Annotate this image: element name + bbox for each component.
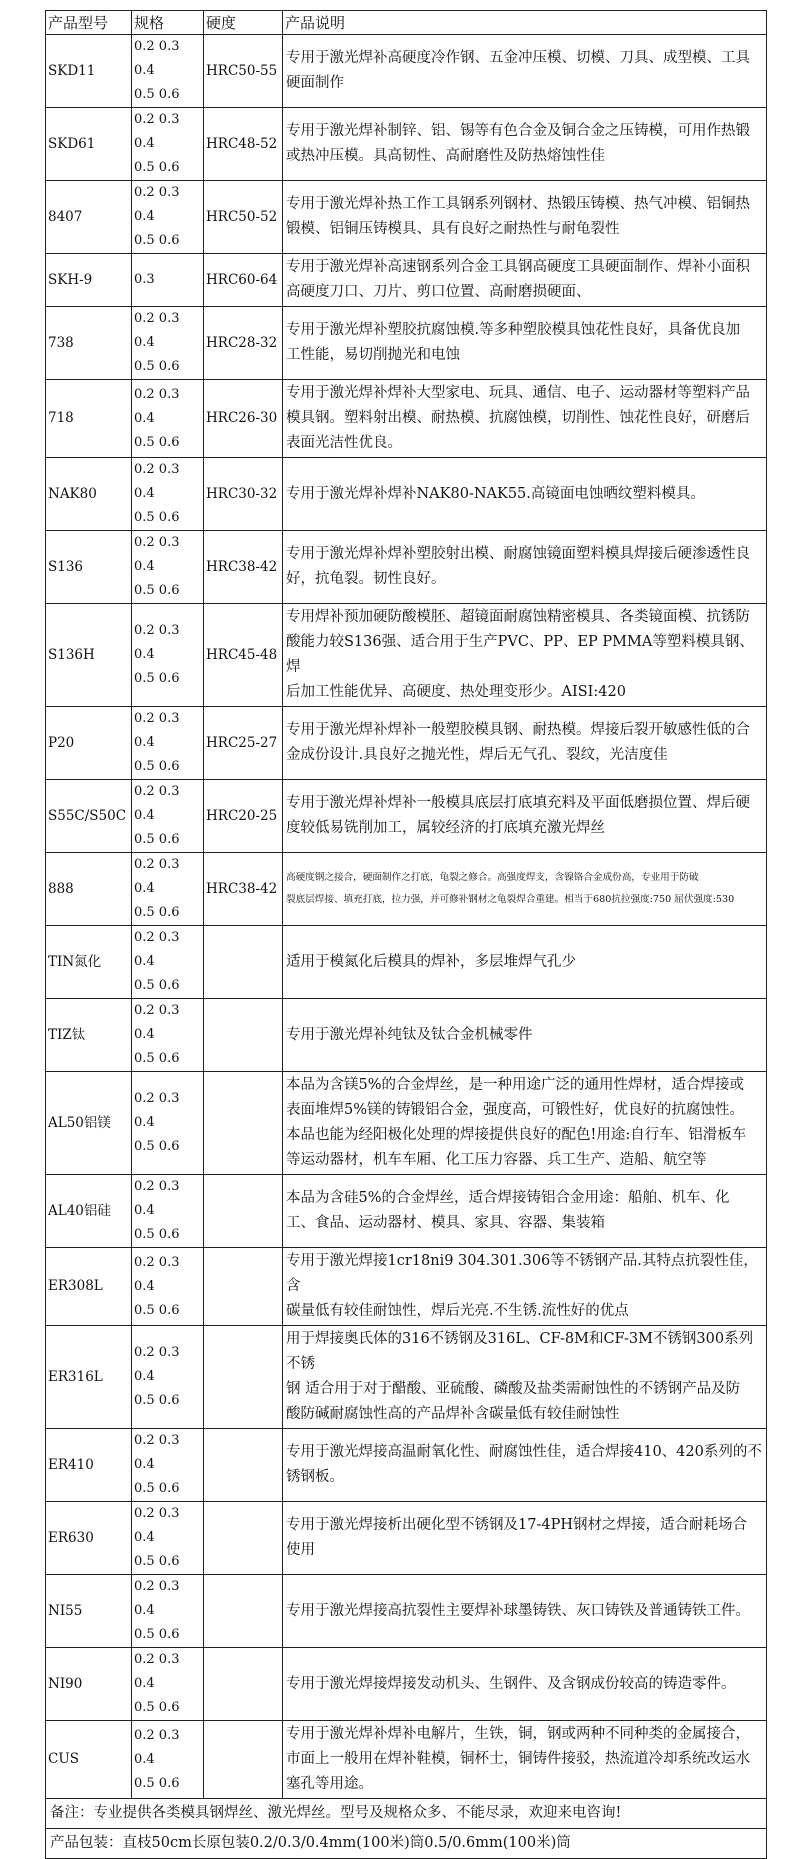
spec-cell (132, 780, 204, 853)
description-line: 专用于激光焊补高速钢系列合金工具钢高硬度工具硬面制作、焊补小面积 (286, 259, 750, 275)
model-cell: AL50铝镁 (46, 1072, 132, 1175)
description-cell (283, 780, 767, 853)
hardness-cell: HRC45-48 (204, 604, 283, 707)
spec-line: 0.5 0.6 (134, 978, 180, 993)
description-line: 酸能力较S136强、适合用于生产PVC、PP、EP PMMA等塑料模具钢、焊 (286, 634, 754, 675)
model-cell: S55C/S50C (46, 780, 132, 853)
spec-line: 0.5 0.6 (134, 1627, 180, 1642)
spec-cell (132, 1175, 204, 1248)
spec-line: 0.2 0.3 0.4 (134, 623, 180, 662)
model-cell: 738 (46, 307, 132, 380)
model-cell: S136H (46, 604, 132, 707)
spec-line: 0.2 0.3 0.4 (134, 535, 180, 574)
spec-line: 0.2 0.3 0.4 (134, 112, 180, 151)
description-line: 专用于激光焊接焊接发动机头、生钢件、及含钢成份较高的铸造零件。 (286, 1675, 736, 1692)
spec-line: 0.5 0.6 (134, 233, 180, 248)
description-cell (283, 181, 767, 254)
model-cell: SKD61 (46, 108, 132, 181)
spec-cell (132, 707, 204, 780)
table-row (46, 254, 767, 307)
note-text: 备注：专业提供各类模具钢焊丝、激光焊丝。型号及规格众多、不能尽录，欢迎来电咨询! (46, 1799, 767, 1829)
spec-line: 0.5 0.6 (134, 1481, 180, 1496)
spec-line: 0.5 0.6 (134, 671, 180, 686)
packaging-row (46, 1829, 767, 1859)
spec-line: 0.5 0.6 (134, 1700, 180, 1715)
description-line: 专用于激光焊补塑胶抗腐蚀模.等多种塑胶模具蚀花性良好，具备优良加 (286, 322, 741, 338)
hardness-cell: HRC50-55 (204, 35, 283, 108)
spec-line: 0.5 0.6 (134, 583, 180, 598)
model-cell: NI90 (46, 1648, 132, 1721)
spec-line: 0.2 0.3 0.4 (134, 784, 180, 823)
description-cell (283, 1429, 767, 1502)
table-row (46, 604, 767, 707)
header-spec: 规格 (132, 11, 204, 35)
table-row (46, 1072, 767, 1175)
description-cell (283, 1575, 767, 1648)
model-cell: TIZ钛 (46, 999, 132, 1072)
model-cell: CUS (46, 1721, 132, 1799)
spec-cell (132, 926, 204, 999)
description-cell (283, 1248, 767, 1326)
packaging-text: 产品包装：直枝50cm长原包装0.2/0.3/0.4mm(100米)筒0.5/0.6mm(100米)筒 (46, 1829, 767, 1859)
table-row (46, 108, 767, 181)
spec-cell (132, 531, 204, 604)
table-row (46, 380, 767, 458)
table-row (46, 1248, 767, 1326)
spec-line: 0.2 0.3 0.4 (134, 1345, 180, 1384)
description-line: 用于焊接奥氏体的316不锈钢及316L、CF-8M和CF-3M不锈钢300系列不锈 (286, 1331, 754, 1372)
hardness-cell: HRC50-52 (204, 181, 283, 254)
spec-cell (132, 1429, 204, 1502)
model-cell: ER308L (46, 1248, 132, 1326)
spec-cell (132, 604, 204, 707)
model-cell: SKH-9 (46, 254, 132, 307)
model-cell: TIN氮化 (46, 926, 132, 999)
spec-line: 0.2 0.3 0.4 (134, 311, 180, 350)
table-row (46, 1648, 767, 1721)
spec-line: 0.5 0.6 (134, 1775, 180, 1791)
spec-cell (132, 853, 204, 926)
description-line: 本品为含镁5%的合金焊丝，是一种用途广泛的通用性焊材，适合焊接或 (286, 1077, 745, 1093)
table-row (46, 780, 767, 853)
description-cell (283, 307, 767, 380)
model-cell: ER316L (46, 1326, 132, 1429)
spec-line: 0.2 0.3 0.4 (134, 185, 180, 224)
hardness-cell: HRC60-64 (204, 254, 283, 307)
hardness-cell: HRC26-30 (204, 380, 283, 458)
spec-cell (132, 35, 204, 108)
hardness-cell (204, 1502, 283, 1575)
description-line: 专用于激光焊补制锌、铝、锡等有色合金及铜合金之压铸模，可用作热锻 (286, 123, 750, 139)
spec-line: 0.5 0.6 (134, 1554, 180, 1569)
hardness-cell (204, 1072, 283, 1175)
description-line: 工、食品、运动器材、模具、家具、容器、集装箱 (286, 1215, 605, 1231)
description-cell (283, 531, 767, 604)
table-row (46, 926, 767, 999)
hardness-cell (204, 926, 283, 999)
description-line: 专用于激光焊接析出硬化型不锈钢及17-4PH钢材之焊接，适合耐耗场合 (286, 1517, 747, 1533)
table-row (46, 181, 767, 254)
description-line: 专用于激光焊补焊补NAK80-NAK55.高镜面电蚀晒纹塑料模具。 (286, 485, 705, 502)
hardness-cell: HRC25-27 (204, 707, 283, 780)
model-cell: ER410 (46, 1429, 132, 1502)
spec-cell (132, 380, 204, 458)
description-line: 专用焊补预加硬防酸模胚、超镜面耐腐蚀精密模具、各类镜面模、抗锈防 (286, 609, 750, 625)
hardness-cell: HRC28-32 (204, 307, 283, 380)
spec-line: 0.2 0.3 0.4 (134, 1179, 180, 1218)
description-line: 适用于模氮化后模具的焊补，多层堆焊气孔少 (286, 953, 576, 970)
spec-line: 0.5 0.6 (134, 1139, 180, 1154)
table-row (46, 1326, 767, 1429)
spec-cell (132, 181, 204, 254)
spec-line: 0.5 0.6 (134, 905, 180, 920)
spec-cell (132, 1648, 204, 1721)
description-cell (283, 853, 767, 926)
spec-line: 0.5 0.6 (134, 510, 180, 525)
table-row (46, 1502, 767, 1575)
description-cell (283, 604, 767, 707)
spec-cell (132, 458, 204, 531)
description-cell (283, 1721, 767, 1799)
description-cell (283, 35, 767, 108)
model-cell: AL40铝硅 (46, 1175, 132, 1248)
hardness-cell: HRC48-52 (204, 108, 283, 181)
hardness-cell (204, 999, 283, 1072)
description-line: 专用于激光焊补焊补电解片，生铁，铜，钢或两种不同种类的金属接合， (286, 1726, 750, 1742)
spec-line: 0.2 0.3 0.4 (134, 711, 180, 750)
description-line: 市面上一般用在焊补鞋模，铜杯士，铜铸件接驳，热流道冷却系统改运水 (286, 1751, 750, 1767)
description-cell (283, 1072, 767, 1175)
table-row (46, 853, 767, 926)
table-row (46, 707, 767, 780)
description-line: 专用于激光焊补热工作工具钢系列钢材、热锻压铸模、热气冲模、铝铜热 (286, 196, 750, 212)
model-cell: 718 (46, 380, 132, 458)
description-line: 工性能，易切削抛光和电蚀 (286, 347, 460, 363)
spec-line: 0.2 0.3 0.4 (134, 1254, 180, 1294)
description-line: 专用于激光焊补焊补一般塑胶模具钢、耐热模。焊接后裂开敏感性低的合 (286, 722, 750, 738)
description-line: 金成份设计.具良好之抛光性，焊后无气孔、裂纹，光洁度佳 (286, 747, 668, 763)
description-line: 本品也能为经阳极化处理的焊接提供良好的配色!用途:自行车、铝滑板车 (286, 1127, 747, 1143)
spec-line: 0.5 0.6 (134, 87, 180, 102)
hardness-cell: HRC38-42 (204, 531, 283, 604)
spec-line: 0.2 0.3 0.4 (134, 1091, 180, 1130)
table-header-row (46, 11, 767, 35)
model-cell: P20 (46, 707, 132, 780)
spec-line: 0.5 0.6 (134, 1393, 180, 1408)
description-line: 模具钢。塑料射出模、耐热模、抗腐蚀模，切削性、蚀花性良好，研磨后 (286, 410, 750, 426)
description-cell (283, 999, 767, 1072)
spec-cell (132, 1326, 204, 1429)
spec-line: 0.2 0.3 0.4 (134, 462, 180, 501)
hardness-cell (204, 1429, 283, 1502)
description-line: 高硬度钢之接合，硬面制作之打底，龟裂之修合。高强度焊支，含镍铬合金成份高，专业用于防破 (286, 872, 699, 883)
description-line: 后加工性能优异、高硬度、热处理变形少。AISI:420 (286, 684, 626, 700)
table-row (46, 35, 767, 108)
header-model: 产品型号 (46, 11, 132, 35)
spec-line: 0.5 0.6 (134, 359, 180, 374)
description-line: 或热冲压模。具高韧性、高耐磨性及防热熔蚀性佳 (286, 148, 605, 164)
table-row (46, 1575, 767, 1648)
table-row (46, 531, 767, 604)
description-line: 锻模、铝铜压铸模具、具有良好之耐热性与耐龟裂性 (286, 221, 620, 237)
model-cell: NAK80 (46, 458, 132, 531)
spec-line: 0.2 0.3 0.4 (134, 39, 180, 78)
spec-line: 0.2 0.3 0.4 (134, 1652, 180, 1691)
spec-line: 0.3 (134, 272, 155, 287)
spec-line: 0.2 0.3 0.4 (134, 1506, 180, 1545)
description-cell (283, 254, 767, 307)
description-line: 碳量低有较佳耐蚀性，焊后光亮.不生锈.流性好的优点 (286, 1303, 629, 1319)
description-line: 钢 适合用于对于醋酸、亚硫酸、磷酸及盐类需耐蚀性的不锈钢产品及防 (286, 1381, 741, 1397)
description-line: 表面光洁性优良。 (286, 435, 402, 451)
spec-line: 0.5 0.6 (134, 1302, 180, 1318)
model-cell: S136 (46, 531, 132, 604)
hardness-cell: HRC20-25 (204, 780, 283, 853)
description-line: 专用于激光焊接高抗裂性主要焊补球墨铸铁、灰口铸铁及普通铸铁工件。 (286, 1602, 750, 1619)
header-desc: 产品说明 (283, 11, 767, 35)
hardness-cell (204, 1175, 283, 1248)
spec-line: 0.5 0.6 (134, 1227, 180, 1242)
description-cell (283, 926, 767, 999)
table-row (46, 999, 767, 1072)
description-line: 本品为含硅5%的合金焊丝，适合焊接铸铝合金用途：船舶、机车、化 (286, 1190, 730, 1206)
description-line: 专用于激光焊接1cr18ni9 304.301.306等不锈钢产品.其特点抗裂性佳，含 (286, 1253, 758, 1294)
spec-cell (132, 254, 204, 307)
spec-cell (132, 1072, 204, 1175)
description-cell (283, 108, 767, 181)
model-cell: ER630 (46, 1502, 132, 1575)
description-line: 酸防碱耐腐蚀性高的产品焊补含碳量低有较佳耐蚀性 (286, 1406, 620, 1422)
table-row (46, 307, 767, 380)
table-row (46, 458, 767, 531)
spec-cell (132, 1575, 204, 1648)
spec-line: 0.2 0.3 0.4 (134, 857, 180, 896)
description-line: 专用于激光焊接高温耐氧化性、耐腐蚀性佳，适合焊接410、420系列的不 (286, 1444, 762, 1460)
hardness-cell (204, 1326, 283, 1429)
spec-line: 0.2 0.3 0.4 (134, 1727, 180, 1767)
spec-line: 0.5 0.6 (134, 160, 180, 175)
hardness-cell (204, 1575, 283, 1648)
spec-cell (132, 1248, 204, 1326)
model-cell: SKD11 (46, 35, 132, 108)
table-row (46, 1429, 767, 1502)
description-line: 专用于激光焊补焊补大型家电、玩具、通信、电子、运动器材等塑料产品 (286, 385, 750, 401)
spec-cell (132, 307, 204, 380)
spec-line: 0.5 0.6 (134, 832, 180, 847)
description-cell (283, 380, 767, 458)
spec-line: 0.2 0.3 0.4 (134, 1003, 180, 1042)
hardness-cell: HRC30-32 (204, 458, 283, 531)
hardness-cell (204, 1248, 283, 1326)
header-hardness: 硬度 (204, 11, 283, 35)
description-cell (283, 1502, 767, 1575)
spec-line: 0.2 0.3 0.4 (134, 1579, 180, 1618)
spec-line: 0.5 0.6 (134, 1051, 180, 1066)
model-cell: NI55 (46, 1575, 132, 1648)
description-line: 专用于激光焊补纯钛及钛合金机械零件 (286, 1026, 533, 1043)
description-line: 裂底层焊接、填充打底，拉力强，并可修补钢材之龟裂焊合重建。相当于680抗拉强度:750 屈伏强度:530 (286, 894, 735, 905)
model-cell: 888 (46, 853, 132, 926)
spec-line: 0.2 0.3 0.4 (134, 1433, 180, 1472)
spec-cell (132, 999, 204, 1072)
spec-line: 0.5 0.6 (134, 759, 180, 774)
product-spec-table (45, 10, 767, 1859)
description-line: 塞孔等用途。 (286, 1776, 373, 1792)
description-line: 硬面制作 (286, 75, 344, 91)
spec-line: 0.5 0.6 (134, 434, 180, 450)
hardness-cell (204, 1648, 283, 1721)
spec-cell (132, 108, 204, 181)
description-line: 表面堆焊5%镁的铸锻铝合金，强度高，可锻性好，优良好的抗腐蚀性。 (286, 1102, 745, 1118)
table-row (46, 1175, 767, 1248)
description-line: 专用于激光焊补焊补塑胶射出模、耐腐蚀镜面塑料模具焊接后硬渗透性良 (286, 546, 750, 562)
description-cell (283, 1326, 767, 1429)
description-cell (283, 458, 767, 531)
description-cell (283, 707, 767, 780)
model-cell: 8407 (46, 181, 132, 254)
hardness-cell: HRC38-42 (204, 853, 283, 926)
spec-cell (132, 1502, 204, 1575)
description-cell (283, 1175, 767, 1248)
description-cell (283, 1648, 767, 1721)
description-line: 高硬度刀口、刀片、剪口位置、高耐磨损硬面、 (286, 284, 591, 300)
spec-line: 0.2 0.3 0.4 (134, 930, 180, 969)
description-line: 好，抗龟裂。韧性良好。 (286, 571, 446, 587)
table-row (46, 1721, 767, 1799)
description-line: 专用于激光焊补高硬度冷作钢、五金冲压模、切模、刀具、成型模、工具 (286, 50, 750, 66)
hardness-cell (204, 1721, 283, 1799)
description-line: 等运动器材，机车车厢、化工压力容器、兵工生产、造船、航空等 (286, 1152, 707, 1168)
description-line: 使用 (286, 1542, 315, 1558)
description-line: 专用于激光焊补焊补一般模具底层打底填充料及平面低磨损位置、焊后硬 (286, 795, 750, 811)
spec-cell (132, 1721, 204, 1799)
description-line: 度较低易铣削加工，属较经济的打底填充激光焊丝 (286, 820, 605, 836)
spec-line: 0.2 0.3 0.4 (134, 386, 180, 426)
description-line: 锈钢板。 (286, 1469, 344, 1485)
note-row (46, 1799, 767, 1829)
